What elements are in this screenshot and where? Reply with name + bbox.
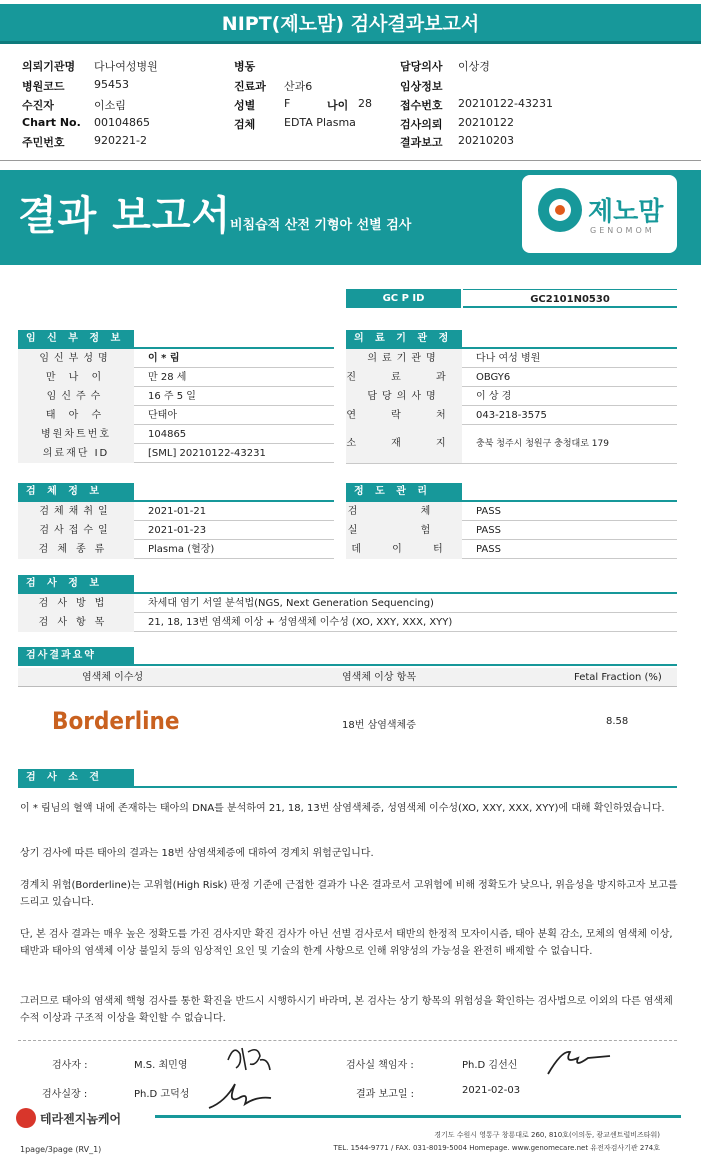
table-row	[18, 406, 334, 425]
table-row	[18, 594, 677, 613]
row-value: 2021-01-21	[148, 506, 207, 517]
value-department: 산과6	[284, 80, 313, 93]
row-label: 검사접수일	[18, 521, 134, 540]
footer-rule	[155, 1115, 681, 1118]
section-findings: 검 사 소 견	[18, 769, 134, 787]
value-specimen: EDTA Plasma	[284, 116, 356, 129]
label-receipt-no: 접수번호	[400, 99, 443, 112]
qc-info-table	[346, 502, 677, 559]
lab-chief-label: 검사실장 :	[42, 1089, 88, 1100]
value-examinee: 이소림	[94, 99, 126, 112]
label-clinical-info: 임상정보	[400, 80, 443, 93]
label-doctor: 담당의사	[400, 60, 443, 73]
finding-paragraph-2: 상기 검사에 따른 태아의 결과는 18번 삼염색체증에 대하여 경계치 위험군입니다.	[20, 848, 374, 859]
label-examinee: 수진자	[22, 99, 54, 112]
row-label: 검체종류	[18, 540, 134, 559]
value-age: 28	[358, 97, 372, 110]
divider	[0, 160, 701, 161]
label-resident-no: 주민번호	[22, 136, 65, 149]
lab-chief-name: Ph.D 고덕성	[134, 1089, 190, 1100]
row-value: 21, 18, 13번 염색체 이상 + 성염색체 이수성 (XO, XXY, XXX, XYY)	[148, 617, 453, 628]
value-doctor: 이상경	[458, 60, 490, 73]
table-row	[346, 540, 677, 559]
row-label: 검체채취일	[18, 502, 134, 521]
summary-header	[18, 668, 677, 687]
label-ward: 병동	[234, 60, 256, 73]
finding-paragraph-3: 경계치 위험(Borderline)는 고위험(High Risk) 판정 기준에 근접한 결과가 나온 결과로서 고위험에 비해 정확도가 낮으나, 위음성을 방지하고자 보고를 드리고 있습니다.	[20, 880, 678, 908]
label-chart-no: Chart No.	[22, 116, 81, 129]
finding-paragraph-4: 단, 본 검사 결과는 매우 높은 정확도를 가진 검사지만 확진 검사가 아닌 선별 검사로서 태반의 한정적 모자이시즘, 태아 분획 감소, 모체의 염색체 이상, 태반과 태아의 염색체 이상 불일치 등의 임상적인 요인 및 기술의 한계 사항으로 인해 위양성의 가능성을 완전히 배제할 수 없습니다.	[20, 929, 673, 957]
row-value: 충북 청주시 청원구 충청대로 179	[476, 439, 609, 449]
signature-divider	[18, 1040, 677, 1041]
row-label: 태 아 수	[18, 406, 134, 425]
banner-subtitle: 비침습적 산전 기형아 선별 검사	[230, 218, 412, 233]
row-value: 다나 여성 병원	[476, 353, 541, 364]
specimen-info-table	[18, 502, 334, 559]
summary-col-item: 염색체 이상 항목	[342, 672, 416, 683]
row-value: 16 주 5 일	[148, 391, 196, 402]
row-value: OBGY6	[476, 372, 511, 383]
table-row	[18, 368, 334, 387]
row-value: 2021-01-23	[148, 525, 207, 536]
table-row	[18, 425, 334, 444]
summary-col-aneuploidy: 염색체 이수성	[82, 672, 144, 683]
row-label: 의료재단 ID	[18, 444, 134, 463]
label-hospital-code: 병원코드	[22, 80, 65, 93]
summary-item-value: 18번 삼염색체증	[342, 720, 416, 731]
row-label: 검 체	[346, 502, 462, 521]
section-pregnant-info: 임 신 부 정 보	[18, 330, 134, 348]
row-label: 담당의사명	[346, 387, 462, 406]
row-value: 만 28 세	[148, 372, 187, 383]
institution-info-table	[346, 349, 677, 464]
lab-lead-name: Ph.D 김선신	[462, 1060, 518, 1071]
gc-pid-label: GC P ID	[346, 289, 461, 308]
label-specimen: 검체	[234, 118, 256, 131]
row-label: 데 이 터	[346, 540, 462, 559]
row-label: 검사항목	[18, 613, 134, 632]
table-row	[346, 387, 677, 406]
row-label: 실 험	[346, 521, 462, 540]
terragen-logo-icon	[16, 1108, 36, 1128]
value-report-date: 20210203	[458, 134, 514, 147]
report-date-label: 결과 보고일 :	[356, 1089, 415, 1100]
summary-fetal-fraction-value: 8.58	[606, 716, 629, 727]
report-title: NIPT(제노맘) 검사결과보고서	[0, 4, 701, 44]
table-row	[18, 387, 334, 406]
section-qc-info: 정 도 관 리	[346, 483, 462, 501]
signature-lead-icon	[544, 1044, 614, 1080]
row-label: 연 락 처	[346, 406, 462, 425]
table-row	[346, 368, 677, 387]
summary-col-fetal-fraction: Fetal Fraction (%)	[574, 672, 662, 683]
row-label: 만 나 이	[18, 368, 134, 387]
footer-contact: TEL. 1544-9771 / FAX. 031-8019-5004 Homepage. www.genomecare.net 유전자검사기관 274호	[333, 1144, 660, 1152]
row-value: PASS	[476, 525, 501, 536]
lab-lead-label: 검사실 책임자 :	[346, 1060, 414, 1071]
value-request-date: 20210122	[458, 116, 514, 129]
row-label: 임신부성명	[18, 349, 134, 368]
section-institution-info: 의 료 기 관 정	[346, 330, 462, 348]
label-report-date: 결과보고	[400, 136, 443, 149]
logo-subtext: GENOMOM	[590, 226, 655, 235]
patient-block	[22, 58, 682, 154]
value-sex: F	[284, 97, 291, 110]
row-value: 이 상 경	[476, 391, 512, 402]
row-value: 차세대 염기 서열 분석법(NGS, Next Generation Sequencing)	[148, 598, 434, 609]
row-label: 소 재 지	[346, 425, 462, 463]
table-row	[18, 540, 334, 559]
banner-title: 결과 보고서	[18, 193, 232, 239]
section-summary: 검사결과요약	[18, 647, 134, 665]
table-row	[346, 502, 677, 521]
row-value: PASS	[476, 544, 501, 555]
row-label: 검사방법	[18, 594, 134, 613]
label-requesting-institution: 의뢰기관명	[22, 60, 76, 73]
finding-paragraph-5: 그러므로 태아의 염색체 핵형 검사를 통한 확진을 반드시 시행하시기 바라며, 본 검사는 상기 항목의 위험성을 확인하는 검사법으로 이외의 다른 염색체 수적 이상과 구조적 이상을 확인할 수 없습니다.	[20, 996, 673, 1024]
table-row	[346, 406, 677, 425]
row-value: Plasma (혈장)	[148, 544, 215, 555]
section-rule	[18, 664, 677, 666]
pregnant-info-table	[18, 349, 334, 463]
table-row	[18, 521, 334, 540]
label-sex: 성별	[234, 99, 256, 112]
table-row	[346, 521, 677, 540]
table-row	[346, 425, 677, 464]
logo-dot-icon	[555, 205, 565, 215]
table-row	[18, 613, 677, 632]
report-date-value: 2021-02-03	[462, 1085, 521, 1096]
tester-label: 검사자 :	[52, 1060, 88, 1071]
table-row	[346, 349, 677, 368]
finding-paragraph-1: 이 * 림님의 혈액 내에 존재하는 태아의 DNA를 분석하여 21, 18, 13번 삼염색체증, 성염색체 이수성(XO, XXY, XXX, XYY)에 대해 확인하였습니다.	[20, 803, 665, 814]
label-age: 나이	[327, 99, 349, 112]
signature-tester-icon	[224, 1040, 274, 1076]
value-requesting-institution: 다나여성병원	[94, 60, 158, 73]
signature-chief-icon	[205, 1074, 275, 1114]
row-value: 단태아	[148, 410, 177, 421]
row-label: 진 료 과	[346, 368, 462, 387]
section-rule	[18, 786, 677, 788]
footer-address: 경기도 수원시 영통구 창룡대로 260, 810호(이의동, 광교센트럴비즈타워)	[434, 1131, 660, 1139]
row-value: [SML] 20210122-43231	[148, 448, 266, 459]
row-label: 의료기관명	[346, 349, 462, 368]
row-value: 이 * 림	[148, 353, 180, 364]
logo-text: 제노맘	[588, 197, 664, 227]
table-row	[18, 349, 334, 368]
brand-name: 테라젠지놈케어	[40, 1112, 122, 1126]
table-row	[18, 444, 334, 463]
value-hospital-code: 95453	[94, 78, 129, 91]
row-value: 104865	[148, 429, 187, 440]
section-specimen-info: 검 체 정 보	[18, 483, 134, 501]
row-value: 043-218-3575	[476, 410, 547, 421]
label-request-date: 검사의뢰	[400, 118, 443, 131]
test-info-table	[18, 594, 677, 632]
label-department: 진료과	[234, 80, 266, 93]
table-row	[18, 502, 334, 521]
section-test-info: 검 사 정 보	[18, 575, 134, 593]
page-number: 1page/3page (RV_1)	[20, 1145, 102, 1154]
value-chart-no: 00104865	[94, 116, 150, 129]
tester-name: M.S. 최민영	[134, 1060, 188, 1071]
row-value: PASS	[476, 506, 501, 517]
row-label: 임신주수	[18, 387, 134, 406]
result-borderline: Borderline	[52, 707, 180, 735]
row-label: 병원차트번호	[18, 425, 134, 444]
value-receipt-no: 20210122-43231	[458, 97, 553, 110]
value-resident-no: 920221-2	[94, 134, 147, 147]
gc-pid-value: GC2101N0530	[463, 289, 677, 308]
